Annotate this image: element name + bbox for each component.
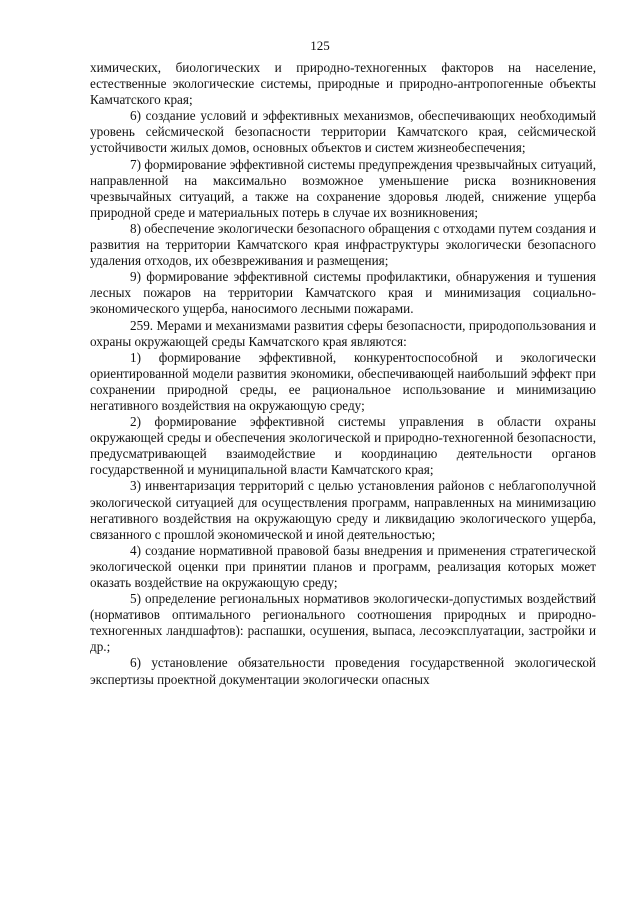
paragraph-measure-6: 6) установление обязательности проведения государственной экологической экспертизы проектной документации экологически опасных [90, 655, 596, 687]
paragraph-measure-4: 4) создание нормативной правовой базы внедрения и применения стратегической экологической оценки при принятии планов и программ, реализация которых может оказать воздействие на окружающую среду; [90, 542, 596, 590]
page-number: 125 [310, 38, 330, 53]
paragraph-item-7: 7) формирование эффективной системы предупреждения чрезвычайных ситуаций, направленной на максимально возможное уменьшение риска возникновения чрезвычайных ситуаций, а также на сохранение здоровья людей, снижение ущерба природной среде и материальных потерь в случае их возникновения; [90, 156, 596, 220]
paragraph-continuation: химических, биологических и природно-техногенных факторов на население, естественные экологические системы, природные и природно-антропогенные объекты Камчатского края; [90, 60, 596, 108]
paragraph-measure-2: 2) формирование эффективной системы управления в области охраны окружающей среды и обеспечения экологической и природно-техногенной безопасности, предусматривающей взаимодействие и координацию деятельности органов государственной и муниципальной власти Камчатского края; [90, 414, 596, 478]
paragraph-259: 259. Мерами и механизмами развития сферы безопасности, природопользования и охраны окружающей среды Камчатского края являются: [90, 317, 596, 349]
paragraph-measure-5: 5) определение региональных нормативов экологически-допустимых воздействий (нормативов оптимального регионального соотношения природных и природно-техногенных ландшафтов): распашки, осушения, выпаса, лесоэксплуатации, застройки и др.; [90, 591, 596, 655]
paragraph-item-9: 9) формирование эффективной системы профилактики, обнаружения и тушения лесных пожаров на территории Камчатского края и минимизация социально-экономического ущерба, наносимого лесными пожарами. [90, 269, 596, 317]
body-text [90, 60, 596, 688]
paragraph-item-8: 8) обеспечение экологически безопасного обращения с отходами путем создания и развития на территории Камчатского края инфраструктуры экологически безопасного удаления отходов, их обезвреживания и размещения; [90, 220, 596, 269]
paragraph-measure-1: 1) формирование эффективной, конкурентоспособной и экологически ориентированной модели развития экономики, обеспечивающей наибольший эффект при сохранении природной среды, ее рациональное использование и минимизацию негативного воздействия на окружающую среду; [90, 349, 596, 413]
paragraph-measure-3: 3) инвентаризация территорий с целью установления районов с неблагополучной экологической ситуацией для осуществления программ, направленных на минимизацию негативного воздействия на окружающую среду и ликвидацию экологического ущерба, связанного с прошлой экономической и иной деятельностью; [90, 478, 596, 542]
paragraph-item-6: 6) создание условий и эффективных механизмов, обеспечивающих необходимый уровень сейсмической безопасности территории Камчатского края, сейсмической устойчивости жилых домов, основных объектов и систем жизнеобеспечения; [90, 108, 596, 156]
